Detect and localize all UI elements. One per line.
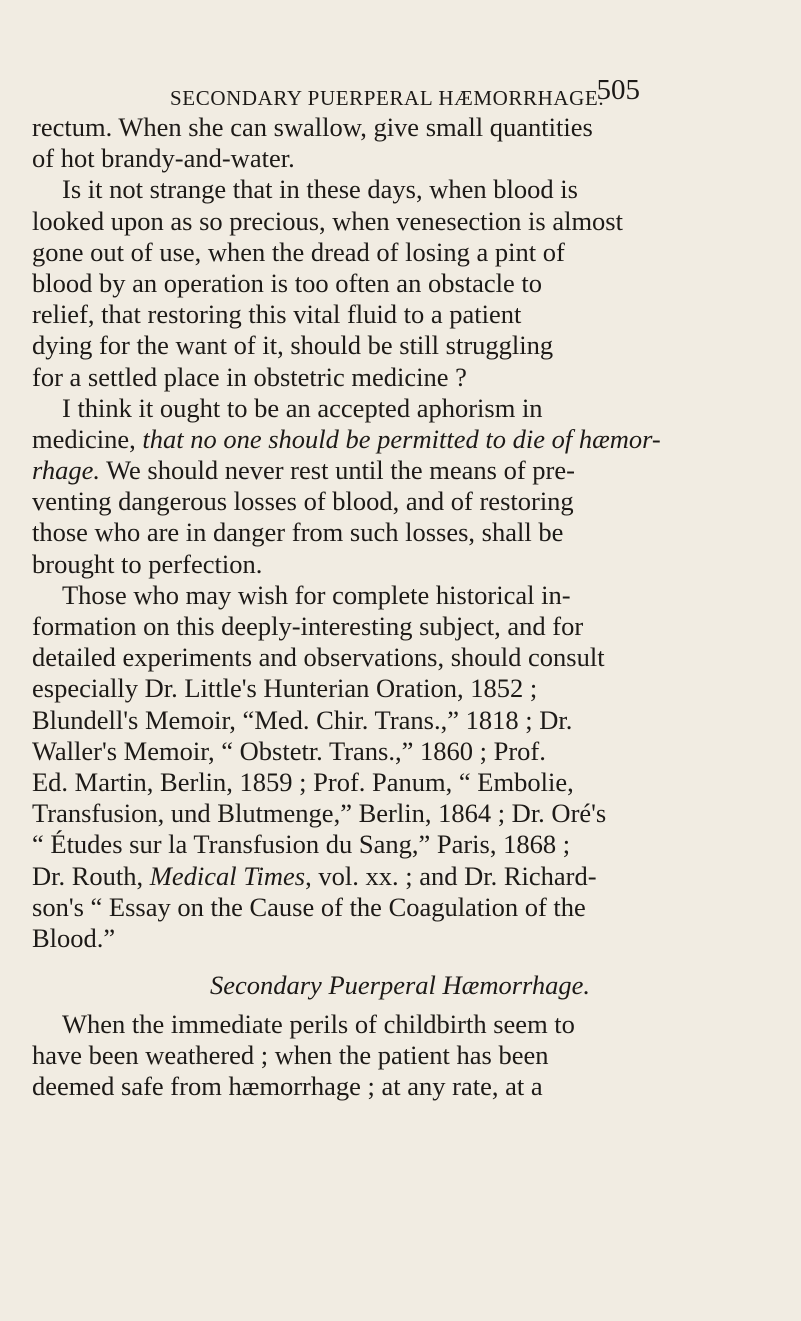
text-line: blood by an operation is too often an obstacle to xyxy=(32,267,543,298)
text-line: deemed safe from hæmorrhage ; at any rate, at a xyxy=(32,1071,543,1102)
text-line: those who are in danger from such losses, shall be xyxy=(32,517,564,548)
text-line: Blood.” xyxy=(32,922,116,953)
body-text xyxy=(32,112,768,1103)
text-line: looked upon as so precious, when venesection is almost xyxy=(32,205,623,236)
aphorism-italic: rhage. xyxy=(32,455,100,486)
text-line: Ed. Martin, Berlin, 1859 ; Prof. Panum, “ Embolie, xyxy=(32,766,574,797)
text-line: formation on this deeply-interesting subject, and for xyxy=(32,611,584,641)
page-number: 505 xyxy=(596,74,640,106)
text-span: Dr. Routh, xyxy=(32,860,150,891)
text-line xyxy=(32,424,768,455)
text-line: Blundell's Memoir, “Med. Chir. Trans.,” 1818 ; Dr. xyxy=(32,704,573,735)
text-line: brought to perfection. xyxy=(32,548,263,579)
text-line: Waller's Memoir, “ Obstetr. Trans.,” 1860 ; Prof. xyxy=(32,735,546,766)
text-line: dying for the want of it, should be still struggling xyxy=(32,330,554,361)
text-line: especially Dr. Little's Hunterian Oration, 1852 ; xyxy=(32,673,538,704)
aphorism-italic: that no one should be permitted to die of hæmor- xyxy=(142,423,661,454)
running-title: SECONDARY PUERPERAL HÆMORRHAGE. xyxy=(170,86,605,110)
page-header xyxy=(170,74,640,114)
text-line: Transfusion, und Blutmenge,” Berlin, 1864 ; Dr. Oré's xyxy=(32,798,607,829)
text-line: Those who may wish for complete historical in- xyxy=(62,579,571,610)
text-line: relief, that restoring this vital fluid to a patient xyxy=(32,299,522,330)
text-line: detailed experiments and observations, should consult xyxy=(32,642,605,673)
text-line: venting dangerous losses of blood, and of restoring xyxy=(32,486,574,517)
text-span: medicine, xyxy=(32,423,143,454)
text-line: of hot brandy-and-water. xyxy=(32,143,295,174)
text-line xyxy=(32,455,768,486)
text-line: Is it not strange that in these days, when blood is xyxy=(62,174,578,205)
text-line: When the immediate perils of childbirth seem to xyxy=(62,1009,575,1040)
text-line: have been weathered ; when the patient has been xyxy=(32,1040,549,1071)
text-line: I think it ought to be an accepted aphorism in xyxy=(62,392,543,423)
text-line: “ Études sur la Transfusion du Sang,” Paris, 1868 ; xyxy=(32,829,571,860)
journal-title-italic: Medical Times xyxy=(149,860,306,891)
text-line: for a settled place in obstetric medicine ? xyxy=(32,361,467,392)
text-line: rectum. When she can swallow, give small quantities xyxy=(32,112,593,142)
text-span: We should never rest until the means of pre- xyxy=(99,455,575,486)
text-line: son's “ Essay on the Cause of the Coagulation of the xyxy=(32,891,586,922)
text-line xyxy=(32,861,768,892)
text-span: , vol. xx. ; and Dr. Richard- xyxy=(305,860,597,891)
text-line: gone out of use, when the dread of losing a pint of xyxy=(32,236,565,267)
section-heading: Secondary Puerperal Hæmorrhage. xyxy=(209,970,591,1001)
